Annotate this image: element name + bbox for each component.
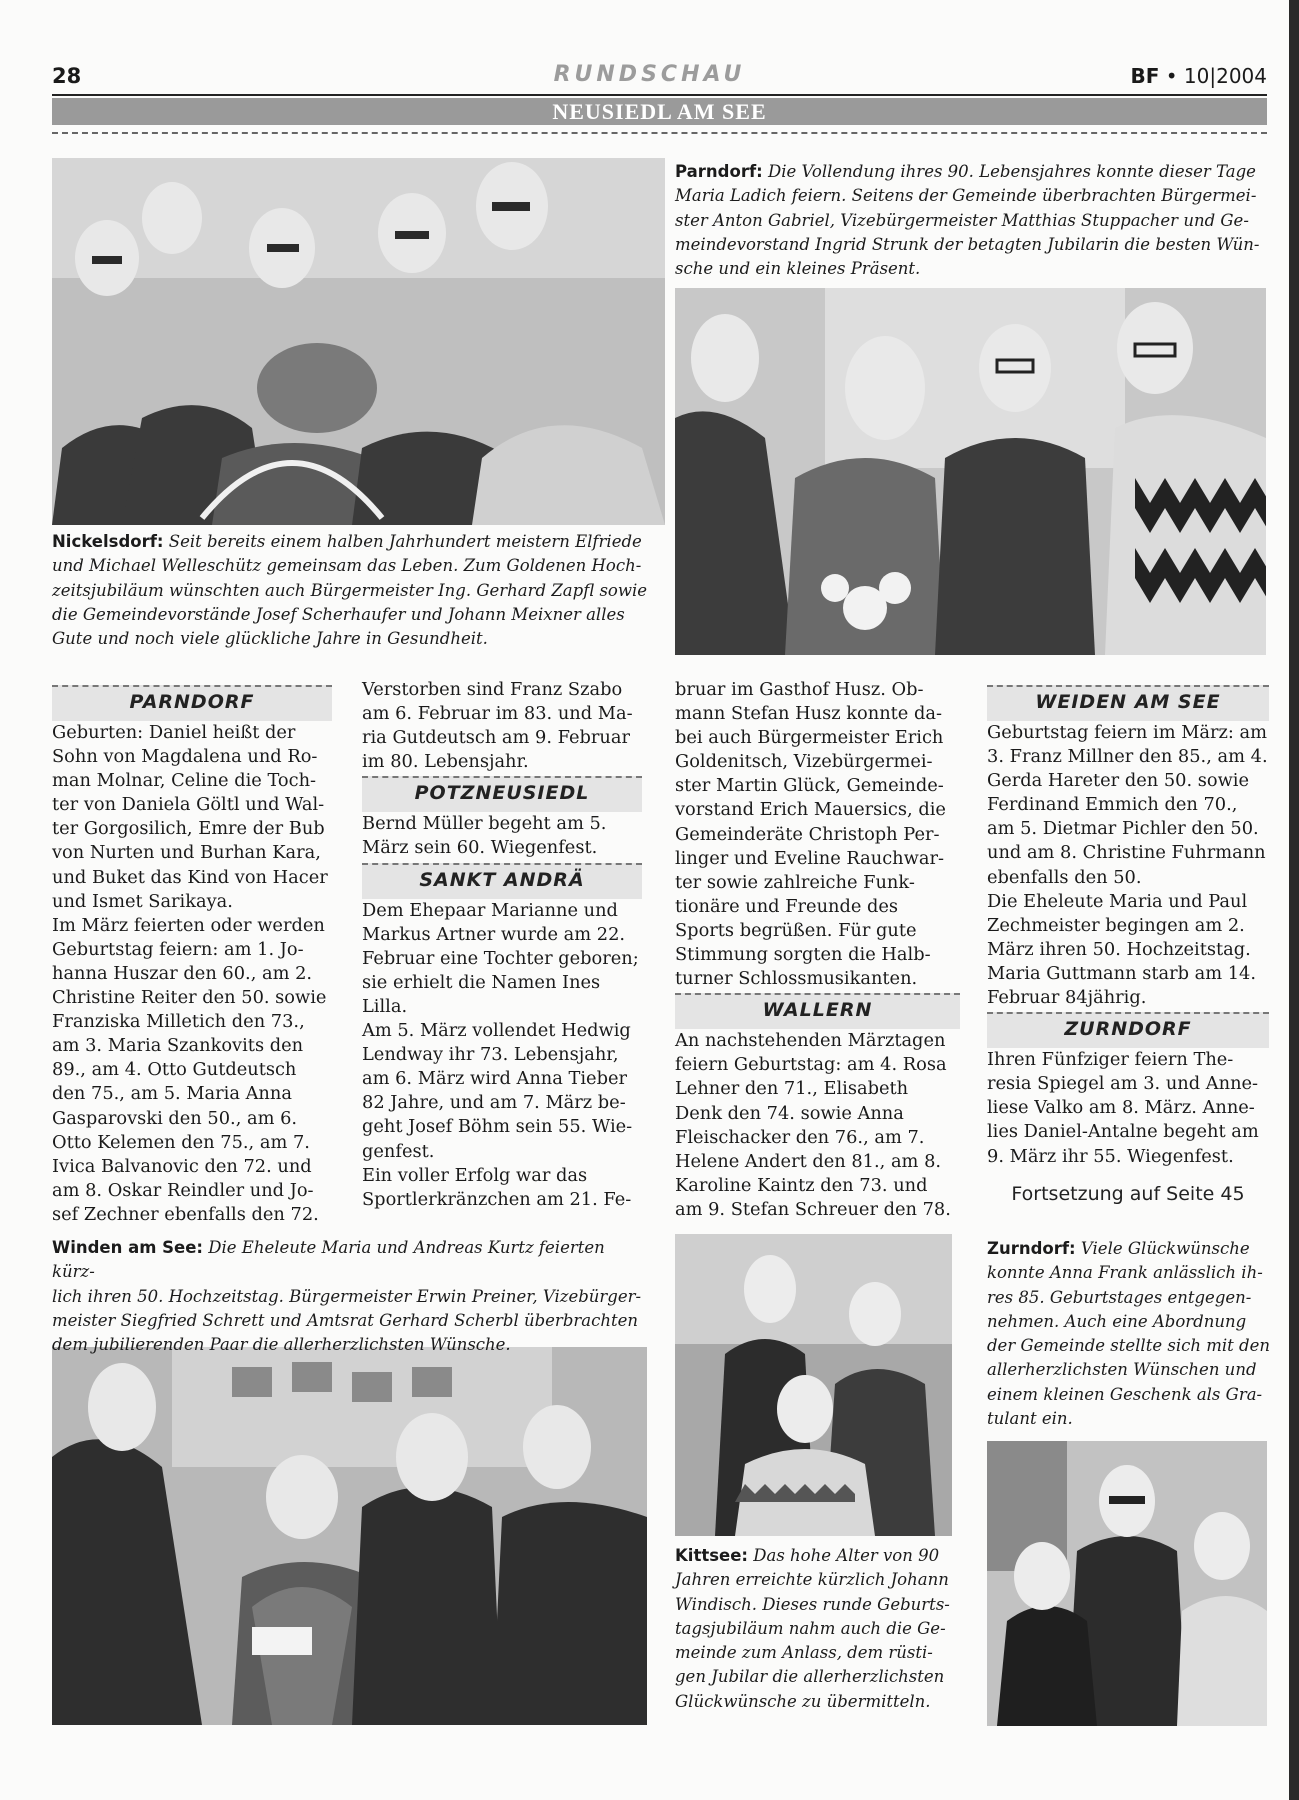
text-line: Stimmung sorgten die Halb- — [675, 944, 931, 966]
text-line: am 8. Oskar Reindler und Jo- — [52, 1179, 314, 1201]
section-heading-text: PARNDORF — [129, 691, 255, 713]
section-heading — [52, 685, 332, 721]
caption-line: zeitsjubiläum wünschten auch Bürgermeister Ing. Gerhard Zapfl sowie — [52, 580, 648, 600]
text-line: Ein voller Erfolg war das — [362, 1164, 588, 1186]
text-line: Markus Artner wurde am 22. — [362, 923, 626, 945]
magazine-title: RUNDSCHAU — [553, 62, 746, 87]
section-heading-text: WALLERN — [762, 999, 873, 1022]
caption-line: meister Siegfried Schrett und Amtsrat Gerhard Scherbl überbrachten — [52, 1310, 638, 1330]
caption-line: konnte Anna Frank anlässlich ih- — [987, 1263, 1263, 1283]
caption-line: meinde zum Anlass, dem rüsti- — [675, 1643, 933, 1663]
caption-line: Viele Glückwünsche — [1080, 1239, 1250, 1258]
section-heading-text: ZURNDORF — [1064, 1018, 1192, 1041]
text-line: Ihren Fünfziger feiern The- — [987, 1049, 1234, 1071]
text-line: Bernd Müller begeht am 5. — [362, 813, 607, 835]
caption-line: Windisch. Dieses runde Geburts- — [675, 1594, 950, 1614]
text-line: am 6. März wird Anna Tieber — [362, 1068, 627, 1090]
text-line: Geburtstag feiern im März: am — [987, 722, 1268, 743]
text-line: Lehner den 71., Elisabeth — [675, 1078, 909, 1100]
caption-line: einem kleinen Geschenk als Gra- — [987, 1384, 1263, 1404]
caption-line: ster Anton Gabriel, Vizebürgermeister Matthias Stuppacher und Ge- — [675, 210, 1249, 230]
text-line: am 6. Februar im 83. und Ma- — [362, 703, 633, 725]
section-heading-text: SANKT ANDRÄ — [419, 868, 585, 891]
caption-line: tulant ein. — [987, 1409, 1073, 1429]
text-line: bei auch Bürgermeister Erich — [675, 727, 944, 749]
text-line: Gasparovski den 50., am 6. — [52, 1107, 298, 1129]
issue-brand: BF — [1130, 64, 1160, 88]
issue-date: 10|2004 — [1183, 64, 1267, 88]
text-line: ster Martin Glück, Gemeinde- — [675, 775, 944, 797]
caption-place: Nickelsdorf: — [52, 532, 164, 551]
text-line: Lendway ihr 73. Lebensjahr, — [362, 1044, 619, 1066]
section-banner: NEUSIEDL AM SEE — [52, 98, 1267, 125]
text-line: bruar im Gasthof Husz. Ob- — [675, 679, 924, 700]
text-line: linger und Eveline Rauchwar- — [675, 847, 944, 869]
issue-separator: • — [1165, 64, 1178, 88]
text-line: ter Gorgosilich, Emre der Bub — [52, 818, 325, 840]
text-line: 82 Jahre, und am 7. März be- — [362, 1092, 626, 1114]
text-line: und Ismet Sarikaya. — [52, 890, 233, 912]
text-line: Geburtstag feiern: am 1. Jo- — [52, 938, 304, 960]
text-line: vorstand Erich Mauersics, die — [675, 799, 946, 821]
text-line: hanna Huszar den 60., am 2. — [52, 962, 313, 984]
text-line: Dem Ehepaar Marianne und — [362, 899, 618, 921]
caption-line: und Michael Welleschütz gemeinsam das Leben. Zum Goldenen Hoch- — [52, 556, 642, 576]
caption-line: res 85. Geburtstages entgegen- — [987, 1287, 1252, 1307]
text-line: Maria Guttmann starb am 14. — [987, 962, 1257, 984]
section-heading-text: WEIDEN AM SEE — [1035, 691, 1221, 713]
text-line: Karoline Kaintz den 73. und — [675, 1174, 928, 1196]
text-line: Denk den 74. sowie Anna — [675, 1102, 904, 1124]
text-line: ria Gutdeutsch am 9. Februar — [362, 727, 630, 749]
caption-line: gen Jubilar die allerherzlichsten — [675, 1667, 945, 1687]
text-line: Helene Andert den 81., am 8. — [675, 1150, 942, 1172]
text-line: März sein 60. Wiegenfest. — [362, 837, 598, 859]
caption-line: dem jubilierenden Paar die allerherzlichsten Wünsche. — [52, 1335, 511, 1355]
text-line: Am 5. März vollendet Hedwig — [362, 1020, 631, 1042]
caption-line: tagsjubiläum nahm auch die Ge- — [675, 1618, 946, 1638]
continued-note: Fortsetzung auf Seite 45 — [1011, 1182, 1245, 1205]
section-heading — [675, 993, 960, 1029]
text-line: am 9. Stefan Schreuer den 78. — [675, 1198, 951, 1220]
text-line: Februar 84jährig. — [987, 987, 1147, 1009]
text-line: geht Josef Böhm sein 55. Wie- — [362, 1116, 633, 1138]
caption-place: Winden am See: — [52, 1238, 204, 1257]
section-heading — [987, 685, 1269, 721]
caption-winden-am-see — [52, 1236, 652, 1357]
header-rule — [52, 94, 1267, 96]
text-line: feiern Geburtstag: am 4. Rosa — [675, 1054, 947, 1076]
text-line: von Nurten und Burhan Kara, — [52, 842, 321, 864]
photo-zurndorf — [987, 1441, 1267, 1726]
photo-kittsee — [675, 1234, 952, 1536]
text-line: und am 8. Christine Fuhrmann — [987, 842, 1266, 864]
text-line: mann Stefan Husz konnte da- — [675, 703, 942, 725]
text-line: ter von Daniela Göltl und Wal- — [52, 794, 325, 816]
text-line: Zechmeister begingen am 2. — [987, 914, 1245, 936]
caption-line: nehmen. Auch eine Abordnung — [987, 1311, 1247, 1331]
text-line: Geburten: Daniel heißt der — [52, 722, 296, 743]
caption-line: Seit bereits einem halben Jahrhundert meistern Elfriede — [168, 532, 642, 551]
text-line: 3. Franz Millner den 85., am 4. — [987, 746, 1268, 768]
photo-nickelsdorf — [52, 158, 665, 525]
text-line: Fleischacker den 76., am 7. — [675, 1126, 925, 1148]
caption-line: Gute und noch viele glückliche Jahre in Gesundheit. — [52, 629, 488, 649]
caption-line: sche und ein kleines Präsent. — [675, 259, 921, 279]
text-line: Verstorben sind Franz Szabo — [362, 679, 623, 700]
text-line: 89., am 4. Otto Gutdeutsch — [52, 1059, 297, 1081]
text-line: und Buket das Kind von Hacer — [52, 866, 328, 888]
scan-edge — [1289, 0, 1299, 1800]
header-dashed-rule — [52, 132, 1267, 134]
text-line: ter sowie zahlreiche Funk- — [675, 871, 915, 893]
text-line: resia Spiegel am 3. und Anne- — [987, 1073, 1259, 1095]
page-number: 28 — [52, 64, 82, 88]
text-line: turner Schlossmusikanten. — [675, 968, 918, 990]
caption-line: allerherzlichsten Wünschen und — [987, 1360, 1257, 1380]
text-line: Ferdinand Emmich den 70., — [987, 794, 1238, 816]
caption-line: Jahren erreichte kürzlich Johann — [675, 1570, 949, 1590]
caption-line: der Gemeinde stellte sich mit den — [987, 1336, 1270, 1356]
text-line: Im März feierten oder werden — [52, 914, 325, 936]
column-4 — [987, 683, 1269, 1205]
caption-place: Parndorf: — [675, 162, 763, 181]
text-line: Sports begrüßen. Für gute — [675, 919, 917, 941]
text-line: sef Zechner ebenfalls den 72. — [52, 1203, 319, 1225]
text-line: Christine Reiter den 50. sowie — [52, 987, 327, 1009]
caption-line: lich ihren 50. Hochzeitstag. Bürgermeister Erwin Preiner, Vizebürger- — [52, 1286, 642, 1306]
text-line: Ivica Balvanovic den 72. und — [52, 1155, 312, 1177]
photo-parndorf — [675, 288, 1266, 655]
caption-line: Die Vollendung ihres 90. Lebensjahres konnte dieser Tage — [767, 162, 1256, 181]
text-line: Gemeinderäte Christoph Per- — [675, 823, 940, 845]
caption-line: Maria Ladich feiern. Seitens der Gemeinde überbrachten Bürgermei- — [675, 186, 1257, 206]
caption-line: meindevorstand Ingrid Strunk der betagten Jubilarin die besten Wün- — [675, 234, 1260, 254]
caption-place: Kittsee: — [675, 1546, 749, 1565]
caption-parndorf — [675, 160, 1275, 281]
text-line: sie erhielt die Namen Ines — [362, 971, 601, 993]
column-1 — [52, 683, 332, 1227]
caption-line: Glückwünsche zu übermitteln. — [675, 1691, 931, 1711]
text-line: Februar eine Tochter geboren; — [362, 947, 639, 969]
section-heading — [362, 863, 642, 899]
column-3 — [675, 678, 960, 1222]
caption-zurndorf — [987, 1237, 1277, 1431]
issue-info — [1130, 64, 1267, 88]
column-2 — [362, 678, 642, 1212]
text-line: Otto Kelemen den 75., am 7. — [52, 1131, 310, 1153]
text-line: lies Daniel-Antalne begeht am — [987, 1121, 1259, 1143]
text-line: Sportlerkränzchen am 21. Fe- — [362, 1188, 632, 1210]
caption-nickelsdorf — [52, 530, 665, 651]
caption-kittsee — [675, 1544, 975, 1714]
photo-winden-am-see — [52, 1347, 647, 1725]
text-line: man Molnar, Celine die Toch- — [52, 770, 317, 792]
text-line: am 5. Dietmar Pichler den 50. — [987, 818, 1259, 840]
caption-line: Das hohe Alter von 90 — [753, 1546, 940, 1565]
text-line: Franziska Milletich den 73., — [52, 1011, 305, 1033]
section-heading-text: POTZNEUSIEDL — [414, 782, 590, 805]
caption-place: Zurndorf: — [987, 1239, 1076, 1258]
text-line: 9. März ihr 55. Wiegenfest. — [987, 1145, 1234, 1167]
text-line: Sohn von Magdalena und Ro- — [52, 746, 318, 768]
text-line: genfest. — [362, 1140, 435, 1162]
text-line: An nachstehenden Märztagen — [675, 1030, 946, 1052]
text-line: Lilla. — [362, 995, 408, 1017]
text-line: Die Eheleute Maria und Paul — [987, 890, 1248, 912]
caption-line: Die Eheleute Maria und Andreas Kurtz feierten kürz- — [52, 1238, 605, 1282]
text-line: tionäre und Freunde des — [675, 895, 899, 917]
text-line: ebenfalls den 50. — [987, 866, 1142, 888]
text-line: März ihren 50. Hochzeitstag. — [987, 938, 1251, 960]
text-line: Goldenitsch, Vizebürgermei- — [675, 751, 933, 773]
section-heading — [987, 1012, 1269, 1048]
caption-line: die Gemeindevorstände Josef Scherhaufer und Johann Meixner alles — [52, 604, 625, 624]
text-line: im 80. Lebensjahr. — [362, 751, 529, 773]
section-heading — [362, 776, 642, 812]
text-line: am 3. Maria Szankovits den — [52, 1035, 304, 1057]
text-line: Gerda Hareter den 50. sowie — [987, 770, 1250, 792]
text-line: liese Valko am 8. März. Anne- — [987, 1097, 1255, 1119]
text-line: den 75., am 5. Maria Anna — [52, 1083, 292, 1105]
